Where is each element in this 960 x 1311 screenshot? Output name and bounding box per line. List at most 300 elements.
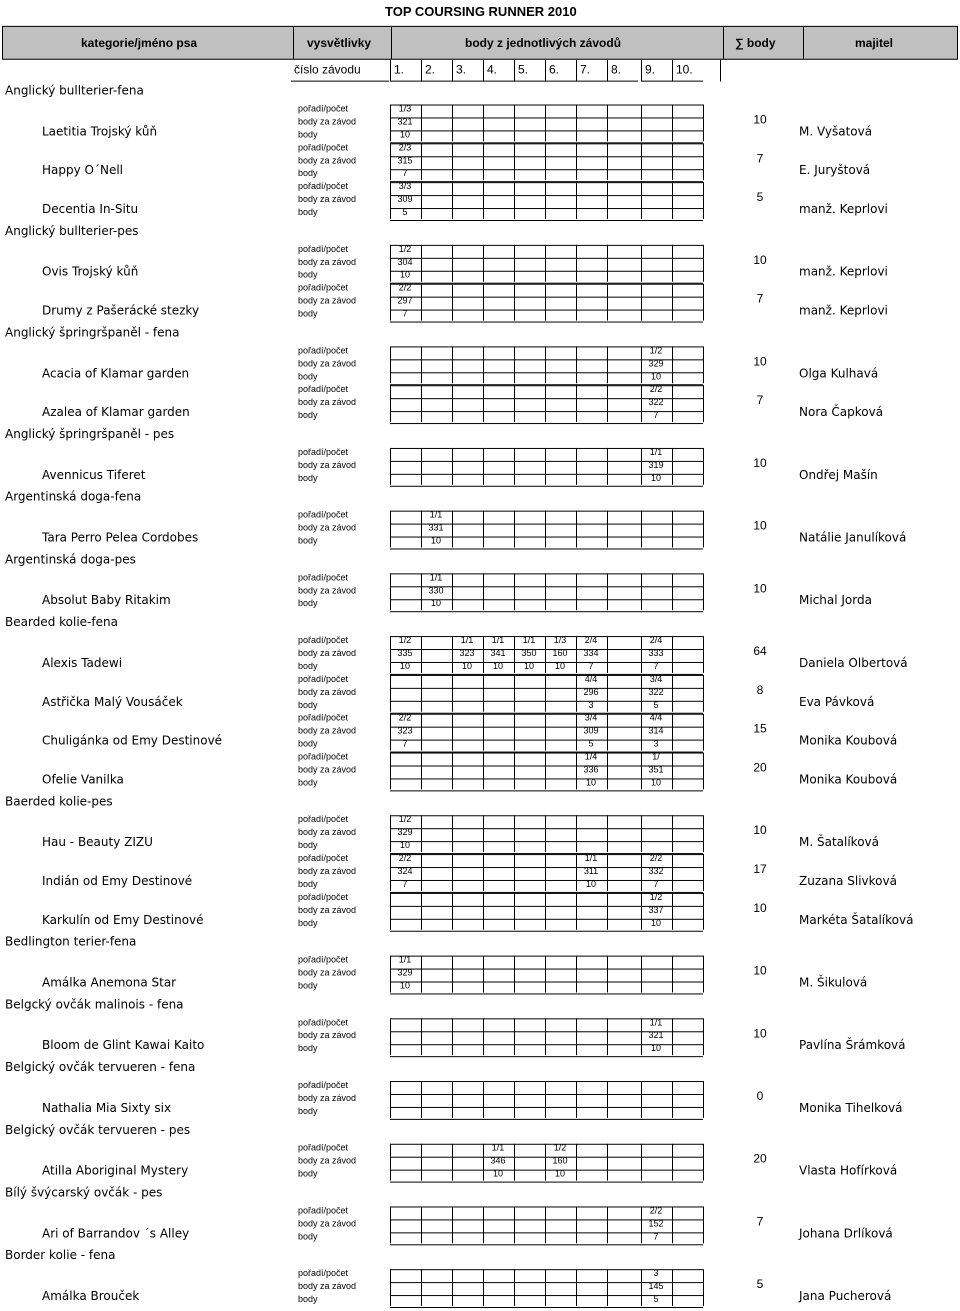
- race-cell-value: 2/2: [398, 712, 412, 723]
- row-label: body za závod: [298, 725, 357, 736]
- grid-cell-border: [545, 753, 546, 790]
- grid-cell-border: [514, 284, 515, 321]
- grid-cell-border: [672, 714, 673, 751]
- grid-cell-border: [514, 448, 515, 485]
- dog-name: Azalea of Klamar garden: [42, 405, 190, 420]
- race-cell-value: 321: [648, 1030, 664, 1041]
- grid-cell-border: [390, 385, 391, 422]
- grid-cell-border: [703, 815, 704, 852]
- race-cell-value: 1/1: [649, 1017, 663, 1028]
- grid-cell-border: [483, 511, 484, 548]
- grid-cell-border: [576, 182, 577, 219]
- race-cell-value: 10: [650, 917, 661, 928]
- grid-cell-border: [545, 385, 546, 422]
- grid-cell-border: [672, 815, 673, 852]
- race-cell-value: 10: [461, 660, 472, 671]
- dog-name: Chuligánka od Emy Destinové: [42, 733, 223, 748]
- race-cell-value: 1/2: [398, 243, 412, 254]
- total-points: 8: [756, 682, 764, 697]
- grid-cell-border: [514, 1018, 515, 1055]
- header-row: [2, 26, 958, 60]
- grid-row-border: [390, 815, 703, 816]
- dog-name: Amálka Anemona Star: [42, 975, 177, 990]
- row-label: body: [298, 472, 318, 483]
- dog-name: Ovis Trojský kůň: [42, 264, 139, 279]
- race-cell-value: 332: [648, 866, 664, 876]
- race-cell-value: 322: [648, 686, 664, 697]
- grid-cell-border: [641, 815, 642, 852]
- grid-cell-border: [545, 182, 546, 219]
- grid-cell-border: [514, 675, 515, 712]
- row-label: pořadí/počet: [298, 1142, 349, 1153]
- grid-cell-border: [421, 143, 422, 180]
- grid-cell-border: [421, 636, 422, 673]
- total-points: 10: [753, 581, 767, 596]
- grid-cell-border: [703, 448, 704, 485]
- grid-cell-border: [641, 956, 642, 993]
- grid-cell-border: [576, 1081, 577, 1118]
- race-cell-value: 10: [399, 660, 410, 671]
- grid-cell-border: [483, 675, 484, 712]
- race-number: 2.: [421, 60, 452, 82]
- owner-name: Monika Koubová: [799, 772, 898, 787]
- grid-cell-border: [672, 1269, 673, 1306]
- grid-row-border: [390, 1107, 703, 1108]
- row-label: body za závod: [298, 155, 357, 166]
- sheet-title: TOP COURSING RUNNER 2010: [385, 3, 577, 19]
- owner-name: M. Šikulová: [799, 975, 868, 990]
- grid-cell-border: [576, 511, 577, 548]
- grid-cell-border: [514, 956, 515, 993]
- race-number: 1.: [390, 60, 421, 82]
- race-cell-value: 1/1: [522, 635, 536, 646]
- race-cell-value: 329: [397, 827, 413, 838]
- race-cell-value: 10: [430, 535, 441, 546]
- race-number: 10.: [672, 60, 703, 82]
- grid-cell-border: [390, 1144, 391, 1181]
- category-heading: Border kolie - fena: [5, 1248, 116, 1263]
- owner-name: Monika Tihelková: [799, 1100, 903, 1115]
- grid-cell-border: [514, 143, 515, 180]
- grid-cell-border: [452, 245, 453, 282]
- grid-row-border: [390, 195, 703, 196]
- grid-cell-border: [545, 893, 546, 930]
- race-cell-value: 321: [397, 116, 413, 127]
- race-cell-value: 7: [653, 878, 659, 889]
- category-heading: Belgický ovčák tervueren - pes: [5, 1122, 191, 1137]
- grid-cell-border: [703, 714, 704, 751]
- row-label: pořadí/počet: [298, 1017, 349, 1028]
- race-cell-value: 7: [402, 308, 408, 319]
- grid-row-border: [390, 548, 703, 549]
- race-cell-value: 1/2: [649, 345, 663, 356]
- grid-cell-border: [483, 1206, 484, 1243]
- race-cell-value: 10: [554, 660, 565, 671]
- row-label: body za závod: [298, 1030, 357, 1041]
- grid-cell-border: [576, 143, 577, 180]
- grid-row-border: [390, 1307, 703, 1308]
- race-cell-value: 333: [648, 648, 664, 658]
- grid-row-border: [390, 611, 703, 612]
- grid-cell-border: [576, 1018, 577, 1055]
- row-label: body: [298, 1168, 318, 1179]
- race-number-label: číslo závodu: [291, 60, 389, 82]
- total-points: 64: [753, 644, 767, 658]
- race-cell-value: 330: [428, 585, 444, 596]
- race-cell-value: 1/2: [553, 1142, 567, 1153]
- grid-cell-border: [641, 284, 642, 321]
- row-label: pořadí/počet: [298, 142, 349, 153]
- race-cell-value: 304: [397, 256, 413, 267]
- grid-cell-border: [452, 1018, 453, 1055]
- grid-cell-border: [576, 573, 577, 610]
- total-points: 0: [756, 1089, 764, 1103]
- grid-cell-border: [545, 815, 546, 852]
- grid-cell-border: [390, 1206, 391, 1243]
- dog-name: Absolut Baby Ritakim: [42, 593, 171, 608]
- race-cell-value: 1/2: [649, 891, 663, 902]
- grid-cell-border: [672, 1081, 673, 1118]
- grid-cell-border: [421, 1081, 422, 1118]
- grid-cell-border: [390, 1269, 391, 1306]
- total-points: 10: [753, 112, 767, 127]
- race-cell-value: 314: [648, 725, 664, 736]
- row-label: pořadí/počet: [298, 384, 349, 395]
- row-label: body: [298, 269, 318, 280]
- race-cell-value: 7: [588, 660, 594, 671]
- grid-cell-border: [641, 511, 642, 548]
- owner-name: Nora Čapková: [799, 405, 884, 420]
- row-label: body: [298, 980, 318, 991]
- race-cell-value: 160: [552, 1155, 568, 1166]
- owner-name: Daniela Olbertová: [799, 655, 908, 670]
- grid-cell-border: [703, 346, 704, 383]
- grid-cell-border: [452, 346, 453, 383]
- row-label: body: [298, 917, 318, 928]
- race-number: 4.: [483, 60, 514, 82]
- grid-row-border: [390, 105, 703, 106]
- grid-cell-border: [452, 448, 453, 485]
- race-cell-value: 335: [397, 648, 413, 658]
- header-points: body z jednotlivých závodů: [465, 35, 622, 50]
- grid-row-border: [390, 423, 703, 424]
- race-cell-value: 1/4: [584, 751, 598, 762]
- row-label: body za závod: [298, 827, 357, 838]
- grid-cell-border: [421, 245, 422, 282]
- race-cell-value: 5: [402, 207, 408, 218]
- header-owner: majitel: [855, 35, 894, 50]
- row-label: body: [298, 878, 318, 889]
- grid-cell-border: [672, 675, 673, 712]
- grid-cell-border: [641, 245, 642, 282]
- grid-cell-border: [672, 511, 673, 548]
- row-label: pořadí/počet: [298, 853, 349, 864]
- race-number: 8.: [607, 60, 638, 82]
- grid-cell-border: [641, 573, 642, 610]
- race-cell-value: 1/1: [429, 509, 443, 520]
- row-label: pořadí/počet: [298, 814, 349, 825]
- grid-row-border: [390, 182, 703, 183]
- grid-cell-border: [703, 893, 704, 930]
- header-category: kategorie/jméno psa: [81, 35, 198, 50]
- grid-row-border: [390, 486, 703, 487]
- race-cell-value: 337: [648, 904, 664, 915]
- grid-cell-border: [421, 1269, 422, 1306]
- grid-cell-border: [452, 1269, 453, 1306]
- grid-cell-border: [703, 182, 704, 219]
- grid-cell-border: [607, 956, 608, 993]
- grid-cell-border: [641, 1144, 642, 1181]
- row-label: body za závod: [298, 1092, 357, 1103]
- grid-cell-border: [672, 893, 673, 930]
- grid-cell-border: [483, 573, 484, 610]
- race-cell-value: 297: [397, 295, 413, 306]
- row-label: pořadí/počet: [298, 446, 349, 457]
- race-cell-value: 10: [399, 269, 410, 280]
- grid-cell-border: [576, 893, 577, 930]
- race-cell-value: 329: [648, 358, 664, 369]
- race-cell-value: 2/2: [649, 853, 663, 864]
- grid-cell-border: [703, 675, 704, 712]
- grid-row-border: [390, 969, 703, 970]
- row-label: body: [298, 840, 318, 851]
- row-label: body za závod: [298, 1281, 357, 1292]
- grid-cell-border: [514, 245, 515, 282]
- grid-row-border: [390, 143, 703, 144]
- grid-cell-border: [452, 815, 453, 852]
- grid-cell-border: [421, 815, 422, 852]
- grid-cell-border: [545, 245, 546, 282]
- grid-cell-border: [390, 753, 391, 790]
- grid-cell-border: [641, 143, 642, 180]
- dog-name: Decentia In-Situ: [42, 202, 139, 217]
- row-label: body za závod: [298, 397, 357, 408]
- row-label: pořadí/počet: [298, 243, 349, 254]
- race-cell-value: 2/4: [584, 635, 598, 646]
- grid-cell-border: [421, 182, 422, 219]
- row-label: pořadí/počet: [298, 751, 349, 762]
- category-heading: Belgcký ovčák malinois - fena: [5, 997, 184, 1012]
- grid-row-border: [390, 931, 703, 932]
- grid-cell-border: [672, 1206, 673, 1243]
- grid-row-border: [390, 790, 703, 791]
- dog-name: Avennicus Tiferet: [42, 467, 146, 482]
- owner-name: M. Šatalíková: [799, 835, 879, 850]
- owner-name: E. Juryštová: [799, 163, 871, 178]
- category-heading: Bílý švýcarský ovčák - pes: [5, 1185, 163, 1200]
- grid-row-border: [390, 258, 703, 259]
- row-label: body: [298, 1043, 318, 1054]
- race-cell-value: 334: [583, 648, 599, 658]
- race-cell-value: 5: [653, 1294, 659, 1305]
- grid-cell-border: [483, 1018, 484, 1055]
- grid-row-border: [390, 156, 703, 157]
- grid-cell-border: [703, 511, 704, 548]
- grid-cell-border: [672, 1018, 673, 1055]
- row-label: body za závod: [298, 358, 357, 369]
- grid-cell-border: [452, 1206, 453, 1243]
- grid-cell-border: [672, 1144, 673, 1181]
- race-cell-value: 7: [402, 738, 408, 749]
- grid-cell-border: [607, 815, 608, 852]
- total-points: 10: [753, 354, 767, 369]
- grid-cell-border: [576, 284, 577, 321]
- row-label: body za závod: [298, 1218, 357, 1229]
- grid-cell-border: [514, 346, 515, 383]
- owner-name: Michal Jorda: [799, 593, 872, 608]
- grid-cell-border: [483, 346, 484, 383]
- race-cell-value: 10: [585, 878, 596, 889]
- dog-name: Indián od Emy Destinové: [42, 874, 193, 888]
- grid-cell-border: [607, 1018, 608, 1055]
- grid-row-border: [390, 828, 703, 829]
- race-cell-value: 10: [492, 660, 503, 671]
- grid-cell-border: [607, 182, 608, 219]
- race-cell-value: 10: [523, 660, 534, 671]
- grid-row-border: [390, 1119, 703, 1120]
- grid-cell-border: [672, 573, 673, 610]
- race-cell-value: 2/3: [398, 142, 412, 153]
- race-cell-value: 10: [399, 129, 410, 140]
- row-label: body: [298, 535, 318, 546]
- total-points: 5: [756, 1277, 764, 1292]
- grid-row-border: [390, 1244, 703, 1245]
- grid-cell-border: [672, 753, 673, 790]
- grid-cell-border: [514, 854, 515, 891]
- grid-cell-border: [703, 956, 704, 993]
- row-label: body: [298, 1231, 318, 1242]
- grid-cell-border: [514, 182, 515, 219]
- grid-cell-border: [672, 284, 673, 321]
- grid-cell-border: [703, 1144, 704, 1181]
- race-cell-value: 2/2: [398, 282, 412, 293]
- race-cell-value: 10: [554, 1168, 565, 1179]
- race-number: 9.: [641, 60, 672, 82]
- race-cell-value: 10: [650, 371, 661, 382]
- grid-row-border: [390, 993, 703, 994]
- grid-cell-border: [483, 815, 484, 852]
- owner-name: Zuzana Slivková: [799, 874, 897, 888]
- grid-cell-border: [452, 182, 453, 219]
- row-label: body: [298, 660, 318, 671]
- grid-cell-border: [483, 753, 484, 790]
- dog-name: Laetitia Trojský kůň: [42, 124, 158, 139]
- row-label: body za závod: [298, 459, 357, 470]
- grid-cell-border: [421, 1144, 422, 1181]
- grid-cell-border: [607, 511, 608, 548]
- grid-cell-border: [607, 346, 608, 383]
- grid-cell-border: [545, 346, 546, 383]
- grid-cell-border: [545, 511, 546, 548]
- dog-name: Nathalia Mia Sixty six: [42, 1100, 172, 1115]
- race-cell-value: 5: [588, 738, 594, 749]
- race-cell-value: 1/1: [491, 1142, 505, 1153]
- row-label: pořadí/počet: [298, 954, 349, 965]
- owner-name: M. Vyšatová: [799, 124, 873, 139]
- race-cell-value: 7: [653, 660, 659, 671]
- grid-cell-border: [421, 385, 422, 422]
- category-heading: Anglický špringršpaněl - pes: [5, 427, 175, 441]
- owner-name: manž. Keprlovi: [799, 303, 888, 318]
- grid-row-border: [390, 117, 703, 118]
- grid-cell-border: [421, 1206, 422, 1243]
- row-label: pořadí/počet: [298, 345, 349, 356]
- grid-cell-border: [703, 573, 704, 610]
- grid-row-border: [390, 208, 703, 209]
- grid-cell-border: [514, 511, 515, 548]
- grid-cell-border: [390, 1081, 391, 1118]
- dog-name: Ofelie Vanilka: [42, 772, 124, 787]
- grid-cell-border: [703, 636, 704, 673]
- grid-cell-border: [452, 105, 453, 142]
- grid-cell-border: [452, 1081, 453, 1118]
- total-points: 15: [753, 721, 767, 736]
- total-points: 10: [753, 252, 767, 267]
- race-cell-value: 145: [648, 1281, 664, 1292]
- race-row-right-border: [720, 60, 721, 82]
- grid-cell-border: [607, 1144, 608, 1181]
- owner-name: Johana Drlíková: [799, 1226, 893, 1241]
- race-cell-value: 3/3: [398, 181, 412, 192]
- grid-row-border: [390, 284, 703, 285]
- grid-cell-border: [607, 854, 608, 891]
- row-label: body za závod: [298, 686, 357, 697]
- row-label: body za závod: [298, 116, 357, 127]
- grid-cell-border: [703, 284, 704, 321]
- grid-cell-border: [421, 956, 422, 993]
- grid-cell-border: [607, 385, 608, 422]
- owner-name: Natálie Janulíková: [799, 530, 907, 545]
- grid-cell-border: [514, 815, 515, 852]
- grid-cell-border: [672, 385, 673, 422]
- grid-cell-border: [607, 105, 608, 142]
- owner-name: Pavlína Šrámková: [799, 1038, 906, 1053]
- row-label: body za závod: [298, 764, 357, 775]
- race-cell-value: 10: [399, 840, 410, 851]
- total-points: 17: [753, 862, 767, 876]
- row-label: body: [298, 129, 318, 140]
- grid-cell-border: [514, 714, 515, 751]
- grid-cell-border: [483, 143, 484, 180]
- grid-cell-border: [452, 1144, 453, 1181]
- race-cell-value: 351: [648, 764, 664, 775]
- grid-cell-border: [672, 636, 673, 673]
- row-label: body za závod: [298, 967, 357, 978]
- grid-cell-border: [672, 448, 673, 485]
- total-points: 10: [753, 1026, 767, 1041]
- row-label: body: [298, 1294, 318, 1305]
- grid-cell-border: [452, 284, 453, 321]
- race-cell-value: 350: [521, 648, 537, 658]
- grid-cell-border: [483, 1269, 484, 1306]
- grid-cell-border: [421, 893, 422, 930]
- grid-row-border: [390, 169, 703, 170]
- grid-row-border: [390, 245, 703, 246]
- row-label: body: [298, 598, 318, 609]
- owner-name: manž. Keprlovi: [799, 202, 888, 217]
- category-heading: Anglický bullterier-fena: [5, 83, 144, 98]
- grid-cell-border: [545, 143, 546, 180]
- row-label: pořadí/počet: [298, 673, 349, 684]
- dog-name: Happy O´Nell: [42, 163, 123, 178]
- grid-cell-border: [607, 284, 608, 321]
- dog-name: Bloom de Glint Kawai Kaito: [42, 1038, 205, 1053]
- total-points: 7: [756, 393, 764, 408]
- grid-cell-border: [703, 753, 704, 790]
- category-heading: Argentinská doga-pes: [5, 552, 136, 567]
- owner-name: Markéta Šatalíková: [799, 912, 914, 927]
- race-cell-value: 1/1: [491, 635, 505, 646]
